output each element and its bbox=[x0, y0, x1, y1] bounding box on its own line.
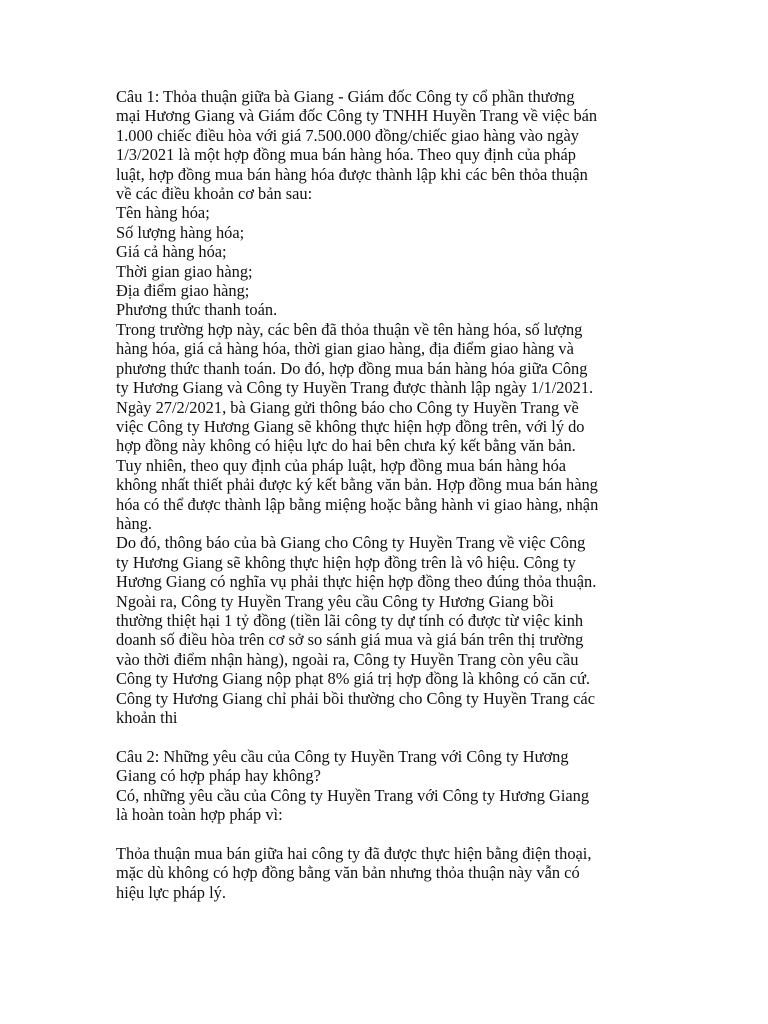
text-line: Câu 1: Thỏa thuận giữa bà Giang - Giám đốc Công ty cổ phần thương bbox=[116, 87, 575, 106]
text-line: doanh số điều hòa trên cơ sở so sánh giá mua và giá bán trên thị trường bbox=[116, 630, 584, 650]
text-line: 1/3/2021 là một hợp đồng mua bán hàng hóa. Theo quy định của pháp bbox=[116, 145, 576, 165]
text-line: luật, hợp đồng mua bán hàng hóa được thành lập khi các bên thỏa thuận bbox=[116, 164, 588, 184]
text-line: Số lượng hàng hóa; bbox=[116, 222, 245, 242]
text-line: Do đó, thông báo của bà Giang cho Công ty Huyền Trang về việc Công bbox=[116, 533, 586, 553]
text-line: Phương thức thanh toán. bbox=[116, 300, 278, 320]
text-line: hiệu lực pháp lý. bbox=[116, 882, 226, 902]
text-line: phương thức thanh toán. Do đó, hợp đồng mua bán hàng hóa giữa Công bbox=[116, 358, 588, 378]
text-line: mặc dù không có hợp đồng bằng văn bản nhưng thỏa thuận này vẫn có bbox=[116, 863, 580, 883]
text-line: Giá cả hàng hóa; bbox=[116, 242, 227, 262]
text-line: hóa có thể được thành lập bằng miệng hoặc bằng hành vi giao hàng, nhận bbox=[116, 494, 599, 514]
text-line: Câu 2: Những yêu cầu của Công ty Huyền Trang với Công ty Hương bbox=[116, 746, 569, 766]
text-line: Trong trường hợp này, các bên đã thỏa thuận về tên hàng hóa, số lượng bbox=[116, 319, 583, 339]
document-body bbox=[116, 87, 656, 902]
text-line: thường thiệt hại 1 tỷ đồng (tiền lãi công ty dự tính có được từ việc kinh bbox=[116, 610, 584, 630]
text-line: Địa điểm giao hàng; bbox=[116, 281, 250, 301]
text-line: Công ty Hương Giang chỉ phải bồi thường cho Công ty Huyền Trang các bbox=[116, 688, 595, 708]
text-line: việc Công ty Hương Giang sẽ không thực hiện hợp đồng trên, với lý do bbox=[116, 416, 585, 436]
blank-line bbox=[116, 824, 656, 843]
text-line: Ngoài ra, Công ty Huyền Trang yêu cầu Công ty Hương Giang bồi bbox=[116, 591, 554, 611]
text-line: là hoàn toàn hợp pháp vì: bbox=[116, 805, 283, 825]
text-line: Tuy nhiên, theo quy định của pháp luật, hợp đồng mua bán hàng hóa bbox=[116, 455, 567, 475]
text-line: Tên hàng hóa; bbox=[116, 203, 210, 223]
text-line: Có, những yêu cầu của Công ty Huyền Trang với Công ty Hương Giang bbox=[116, 785, 590, 805]
text-line: hàng hóa, giá cả hàng hóa, thời gian giao hàng, địa điểm giao hàng và bbox=[116, 339, 574, 359]
text-line: hợp đồng này không có hiệu lực do hai bên chưa ký kết bằng văn bản. bbox=[116, 436, 576, 456]
text-line: về các điều khoản cơ bản sau: bbox=[116, 184, 313, 204]
text-line: ty Hương Giang và Công ty Huyền Trang được thành lập ngày 1/1/2021. bbox=[116, 378, 594, 398]
text-line: Công ty Hương Giang nộp phạt 8% giá trị hợp đồng là không có căn cứ. bbox=[116, 669, 590, 689]
text-line: Giang có hợp pháp hay không? bbox=[116, 766, 321, 786]
text-line: mại Hương Giang và Giám đốc Công ty TNHH Huyền Trang về việc bán bbox=[116, 106, 598, 126]
text-line: vào thời điểm nhận hàng), ngoài ra, Công ty Huyền Trang còn yêu cầu bbox=[116, 649, 579, 669]
text-line: ty Hương Giang sẽ không thực hiện hợp đồng trên là vô hiệu. Công ty bbox=[116, 552, 576, 572]
text-line: hàng. bbox=[116, 513, 152, 533]
blank-line bbox=[116, 727, 656, 746]
text-line: Thời gian giao hàng; bbox=[116, 261, 253, 281]
text-line: Hương Giang có nghĩa vụ phải thực hiện hợp đồng theo đúng thỏa thuận. bbox=[116, 572, 597, 592]
text-line: khoản thi bbox=[116, 708, 178, 727]
text-line: không nhất thiết phải được ký kết bằng văn bản. Hợp đồng mua bán hàng bbox=[116, 475, 598, 495]
text-line: 1.000 chiếc điều hòa với giá 7.500.000 đồng/chiếc giao hàng vào ngày bbox=[116, 125, 579, 145]
text-line: Thỏa thuận mua bán giữa hai công ty đã được thực hiện bằng điện thoại, bbox=[116, 843, 592, 863]
text-line: Ngày 27/2/2021, bà Giang gửi thông báo cho Công ty Huyền Trang về bbox=[116, 397, 579, 417]
